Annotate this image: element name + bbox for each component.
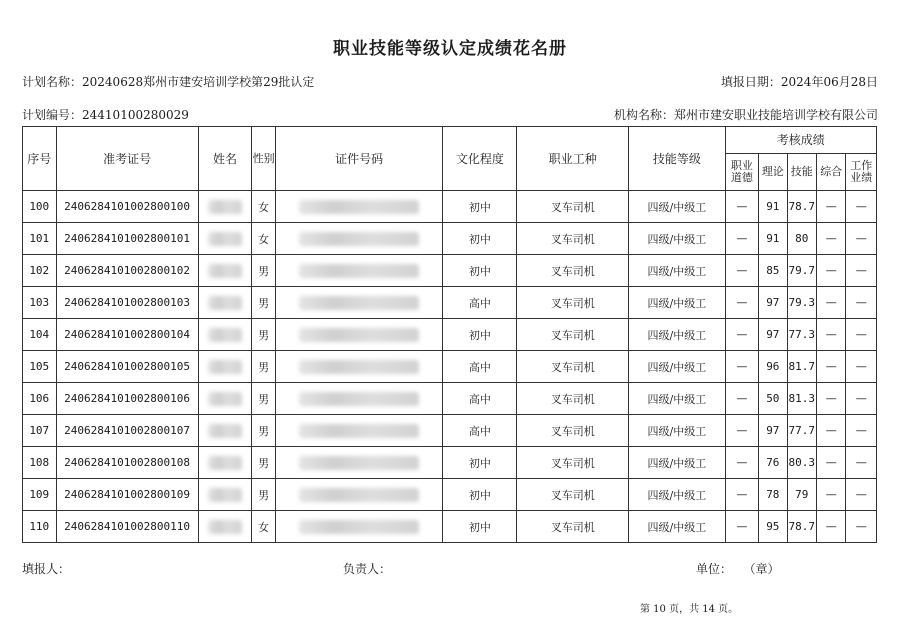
header-composite: 综合 <box>816 154 845 191</box>
cell-occupation: 叉车司机 <box>517 319 629 351</box>
cell-theory: 97 <box>759 319 787 351</box>
header-name: 姓名 <box>198 127 252 191</box>
table-row <box>23 191 877 223</box>
cell-name <box>198 511 252 543</box>
header-id-no: 证件号码 <box>275 127 443 191</box>
redacted-block <box>299 328 419 342</box>
cell-id-no <box>275 191 443 223</box>
cell-exam-no: 2406284101002800101 <box>56 223 198 255</box>
cell-ethics: — <box>725 511 759 543</box>
cell-performance: — <box>846 255 877 287</box>
cell-name <box>198 255 252 287</box>
cell-composite: — <box>816 255 845 287</box>
cell-seq: 102 <box>23 255 57 287</box>
cell-name <box>198 223 252 255</box>
cell-level: 四级/中级工 <box>629 319 725 351</box>
cell-education: 初中 <box>443 223 517 255</box>
org-name-label: 机构名称： <box>613 108 674 122</box>
score-table <box>22 126 877 543</box>
cell-name <box>198 383 252 415</box>
cell-gender: 女 <box>252 191 275 223</box>
cell-level: 四级/中级工 <box>629 287 725 319</box>
filler-label: 填报人： <box>22 562 71 576</box>
table-row <box>23 415 877 447</box>
cell-id-no <box>275 447 443 479</box>
cell-exam-no: 2406284101002800105 <box>56 351 198 383</box>
cell-seq: 106 <box>23 383 57 415</box>
cell-seq: 108 <box>23 447 57 479</box>
cell-education: 初中 <box>443 479 517 511</box>
cell-performance: — <box>846 351 877 383</box>
cell-ethics: — <box>725 351 759 383</box>
cell-performance: — <box>846 319 877 351</box>
redacted-block <box>299 232 419 246</box>
cell-occupation: 叉车司机 <box>517 223 629 255</box>
cell-ethics: — <box>725 223 759 255</box>
cell-theory: 97 <box>759 287 787 319</box>
unit-label: 单位： <box>696 562 733 576</box>
cell-gender: 男 <box>252 447 275 479</box>
cell-theory: 50 <box>759 383 787 415</box>
cell-theory: 96 <box>759 351 787 383</box>
cell-composite: — <box>816 479 845 511</box>
cell-education: 初中 <box>443 319 517 351</box>
cell-theory: 91 <box>759 223 787 255</box>
cell-exam-no: 2406284101002800108 <box>56 447 198 479</box>
cell-performance: — <box>846 511 877 543</box>
cell-exam-no: 2406284101002800107 <box>56 415 198 447</box>
cell-name <box>198 447 252 479</box>
cell-skill: 77.7 <box>787 415 816 447</box>
cell-composite: — <box>816 287 845 319</box>
cell-skill: 77.3 <box>787 319 816 351</box>
table-row <box>23 223 877 255</box>
cell-skill: 78.7 <box>787 511 816 543</box>
cell-occupation: 叉车司机 <box>517 255 629 287</box>
header-occupation: 职业工种 <box>517 127 629 191</box>
plan-name <box>22 73 314 90</box>
cell-name <box>198 191 252 223</box>
cell-exam-no: 2406284101002800102 <box>56 255 198 287</box>
redacted-block <box>208 520 242 534</box>
redacted-block <box>299 424 419 438</box>
cell-occupation: 叉车司机 <box>517 511 629 543</box>
cell-theory: 95 <box>759 511 787 543</box>
org-name <box>614 106 878 123</box>
cell-occupation: 叉车司机 <box>517 191 629 223</box>
cell-exam-no: 2406284101002800106 <box>56 383 198 415</box>
cell-performance: — <box>846 383 877 415</box>
fill-date-label: 填报日期： <box>720 75 781 89</box>
cell-name <box>198 415 252 447</box>
cell-composite: — <box>816 351 845 383</box>
plan-number <box>22 106 189 123</box>
cell-performance: — <box>846 287 877 319</box>
redacted-block <box>208 200 242 214</box>
cell-gender: 男 <box>252 383 275 415</box>
cell-id-no <box>275 383 443 415</box>
table-row <box>23 383 877 415</box>
redacted-block <box>208 328 242 342</box>
cell-occupation: 叉车司机 <box>517 415 629 447</box>
redacted-block <box>208 360 242 374</box>
cell-level: 四级/中级工 <box>629 479 725 511</box>
header-level: 技能等级 <box>629 127 725 191</box>
cell-level: 四级/中级工 <box>629 511 725 543</box>
redacted-block <box>299 456 419 470</box>
cell-ethics: — <box>725 319 759 351</box>
unit-field <box>696 560 779 577</box>
cell-seq: 101 <box>23 223 57 255</box>
cell-ethics: — <box>725 415 759 447</box>
cell-education: 初中 <box>443 447 517 479</box>
cell-education: 高中 <box>443 287 517 319</box>
redacted-block <box>299 264 419 278</box>
table-row <box>23 479 877 511</box>
cell-ethics: — <box>725 383 759 415</box>
cell-education: 初中 <box>443 511 517 543</box>
cell-skill: 79 <box>787 479 816 511</box>
cell-seq: 110 <box>23 511 57 543</box>
plan-number-label: 计划编号： <box>22 108 83 122</box>
cell-performance: — <box>846 415 877 447</box>
cell-theory: 97 <box>759 415 787 447</box>
plan-number-value: 24410100280029 <box>82 108 189 122</box>
org-name-value: 郑州市建安职业技能培训学校有限公司 <box>673 108 878 122</box>
cell-name <box>198 287 252 319</box>
header-gender: 性别 <box>252 127 275 191</box>
cell-occupation: 叉车司机 <box>517 447 629 479</box>
fill-date <box>721 73 878 90</box>
cell-level: 四级/中级工 <box>629 255 725 287</box>
cell-performance: — <box>846 447 877 479</box>
cell-level: 四级/中级工 <box>629 447 725 479</box>
redacted-block <box>299 296 419 310</box>
cell-skill: 79.3 <box>787 287 816 319</box>
cell-skill: 80 <box>787 223 816 255</box>
cell-skill: 78.7 <box>787 191 816 223</box>
table-row <box>23 511 877 543</box>
redacted-block <box>299 392 419 406</box>
cell-composite: — <box>816 383 845 415</box>
cell-exam-no: 2406284101002800109 <box>56 479 198 511</box>
cell-ethics: — <box>725 287 759 319</box>
cell-level: 四级/中级工 <box>629 383 725 415</box>
cell-id-no <box>275 255 443 287</box>
cell-theory: 78 <box>759 479 787 511</box>
cell-exam-no: 2406284101002800100 <box>56 191 198 223</box>
redacted-block <box>208 232 242 246</box>
table-row <box>23 287 877 319</box>
cell-name <box>198 479 252 511</box>
cell-gender: 男 <box>252 479 275 511</box>
redacted-block <box>208 488 242 502</box>
cell-skill: 81.3 <box>787 383 816 415</box>
header-scores: 考核成绩 <box>725 127 876 154</box>
page-info: 第 10 页，共 14 页。 <box>640 604 739 615</box>
cell-id-no <box>275 223 443 255</box>
table-row <box>23 351 877 383</box>
cell-education: 初中 <box>443 255 517 287</box>
cell-gender: 男 <box>252 415 275 447</box>
cell-composite: — <box>816 511 845 543</box>
cell-ethics: — <box>725 255 759 287</box>
redacted-block <box>208 296 242 310</box>
table-row <box>23 447 877 479</box>
cell-composite: — <box>816 191 845 223</box>
header-exam-no: 准考证号 <box>56 127 198 191</box>
cell-performance: — <box>846 223 877 255</box>
fill-date-value: 2024年06月28日 <box>780 75 878 89</box>
seal-label: （章） <box>743 562 780 576</box>
cell-id-no <box>275 511 443 543</box>
plan-name-value: 20240628郑州市建安培训学校第29批认定 <box>82 75 315 89</box>
redacted-block <box>208 456 242 470</box>
cell-exam-no: 2406284101002800110 <box>56 511 198 543</box>
cell-seq: 109 <box>23 479 57 511</box>
redacted-block <box>208 424 242 438</box>
redacted-block <box>208 264 242 278</box>
header-ethics: 职业道德 <box>725 154 759 191</box>
cell-id-no <box>275 479 443 511</box>
cell-occupation: 叉车司机 <box>517 351 629 383</box>
header-education: 文化程度 <box>443 127 517 191</box>
cell-level: 四级/中级工 <box>629 415 725 447</box>
cell-ethics: — <box>725 191 759 223</box>
cell-skill: 80.3 <box>787 447 816 479</box>
responsible-label: 负责人： <box>343 562 392 576</box>
cell-seq: 107 <box>23 415 57 447</box>
cell-performance: — <box>846 479 877 511</box>
cell-composite: — <box>816 447 845 479</box>
page-title: 职业技能等级认定成绩花名册 <box>333 39 567 59</box>
plan-name-label: 计划名称： <box>22 75 83 89</box>
cell-gender: 女 <box>252 511 275 543</box>
cell-id-no <box>275 287 443 319</box>
cell-seq: 103 <box>23 287 57 319</box>
cell-exam-no: 2406284101002800104 <box>56 319 198 351</box>
cell-theory: 76 <box>759 447 787 479</box>
cell-education: 高中 <box>443 351 517 383</box>
cell-id-no <box>275 415 443 447</box>
cell-gender: 男 <box>252 351 275 383</box>
cell-level: 四级/中级工 <box>629 351 725 383</box>
cell-level: 四级/中级工 <box>629 223 725 255</box>
header-seq: 序号 <box>23 127 57 191</box>
table-row <box>23 255 877 287</box>
cell-skill: 81.7 <box>787 351 816 383</box>
cell-education: 初中 <box>443 191 517 223</box>
cell-occupation: 叉车司机 <box>517 479 629 511</box>
cell-composite: — <box>816 223 845 255</box>
table-body <box>23 191 877 543</box>
cell-gender: 男 <box>252 287 275 319</box>
cell-seq: 105 <box>23 351 57 383</box>
cell-seq: 100 <box>23 191 57 223</box>
header-skill: 技能 <box>787 154 816 191</box>
cell-id-no <box>275 351 443 383</box>
redacted-block <box>299 360 419 374</box>
cell-gender: 女 <box>252 223 275 255</box>
redacted-block <box>299 520 419 534</box>
redacted-block <box>299 200 419 214</box>
cell-gender: 男 <box>252 255 275 287</box>
cell-occupation: 叉车司机 <box>517 287 629 319</box>
header-performance: 工作业绩 <box>846 154 877 191</box>
cell-theory: 85 <box>759 255 787 287</box>
header-theory: 理论 <box>759 154 787 191</box>
cell-name <box>198 351 252 383</box>
cell-exam-no: 2406284101002800103 <box>56 287 198 319</box>
cell-composite: — <box>816 415 845 447</box>
cell-level: 四级/中级工 <box>629 191 725 223</box>
table-row <box>23 319 877 351</box>
cell-name <box>198 319 252 351</box>
cell-theory: 91 <box>759 191 787 223</box>
cell-ethics: — <box>725 447 759 479</box>
cell-education: 高中 <box>443 415 517 447</box>
cell-gender: 男 <box>252 319 275 351</box>
cell-performance: — <box>846 191 877 223</box>
cell-occupation: 叉车司机 <box>517 383 629 415</box>
cell-id-no <box>275 319 443 351</box>
cell-composite: — <box>816 319 845 351</box>
redacted-block <box>299 488 419 502</box>
redacted-block <box>208 392 242 406</box>
cell-ethics: — <box>725 479 759 511</box>
cell-education: 高中 <box>443 383 517 415</box>
cell-skill: 79.7 <box>787 255 816 287</box>
cell-seq: 104 <box>23 319 57 351</box>
